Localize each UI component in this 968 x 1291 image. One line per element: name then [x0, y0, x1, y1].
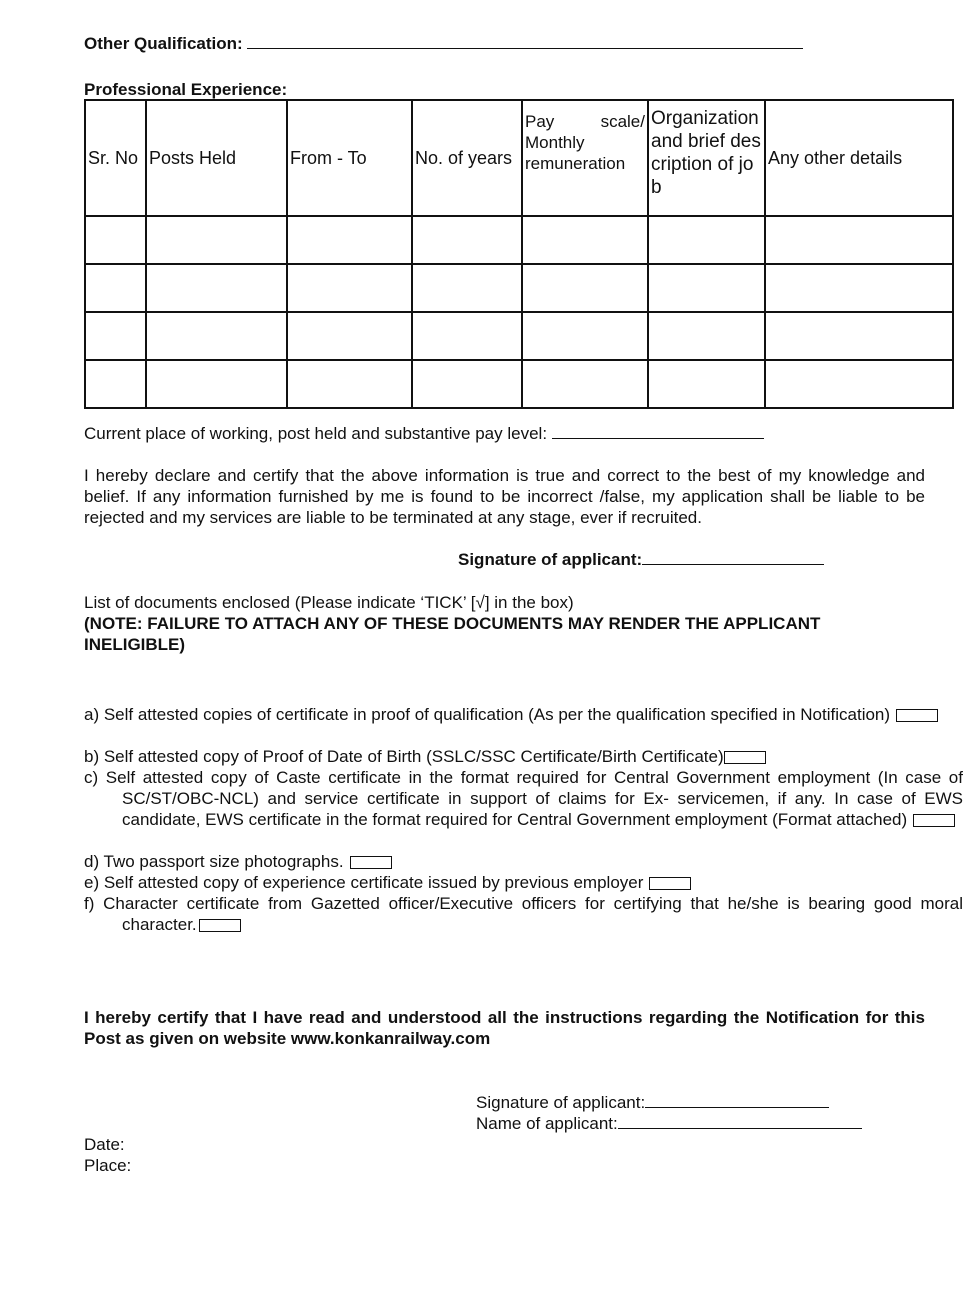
table-cell[interactable] — [765, 312, 953, 360]
name-label: Name of applicant: — [476, 1114, 618, 1133]
document-item-e: e) Self attested copy of experience certificate issued by previous employer — [84, 872, 925, 893]
table-row — [85, 264, 953, 312]
header-other-details: Any other details — [765, 100, 953, 216]
pay-scale-word-1: Pay — [525, 112, 555, 131]
header-posts-held: Posts Held — [146, 100, 287, 216]
pay-scale-word-2: scale/ — [600, 112, 645, 131]
table-cell[interactable] — [412, 264, 522, 312]
header-from-to: From - To — [287, 100, 412, 216]
signature-line-2 — [476, 1092, 829, 1113]
document-item-a: a) Self attested copies of certificate in proof of qualification (As per the qualification specified in Notification) — [84, 704, 963, 725]
table-cell[interactable] — [648, 360, 765, 408]
table-row — [85, 216, 953, 264]
signature-label: Signature of applicant: — [476, 1093, 646, 1112]
document-item-d: d) Two passport size photographs. — [84, 851, 925, 872]
table-cell[interactable] — [146, 360, 287, 408]
place-label: Place: — [84, 1156, 132, 1175]
table-cell[interactable] — [522, 312, 648, 360]
signature-field[interactable] — [642, 550, 824, 565]
experience-table — [84, 99, 954, 409]
table-cell[interactable] — [522, 216, 648, 264]
checkbox[interactable] — [350, 856, 392, 869]
table-cell[interactable] — [287, 312, 412, 360]
document-item-b: b) Self attested copy of Proof of Date of Birth (SSLC/SSC Certificate/Birth Certificate) — [84, 746, 925, 767]
table-cell[interactable] — [648, 264, 765, 312]
header-pay-scale — [522, 100, 648, 216]
name-line — [476, 1113, 862, 1134]
declaration-text: I hereby declare and certify that the above information is true and correct to the best of my knowledge and belief. If any information furnished by me is found to be incorrect /false, my application shall be liable to be rejected and my services are liable to be terminated at any stage, ever if recruited. — [84, 466, 925, 527]
checkbox[interactable] — [896, 709, 938, 722]
table-row — [85, 312, 953, 360]
current-place-field[interactable] — [552, 424, 764, 439]
table-cell[interactable] — [85, 360, 146, 408]
table-cell[interactable] — [412, 312, 522, 360]
header-years: No. of years — [412, 100, 522, 216]
table-cell[interactable] — [146, 264, 287, 312]
table-cell[interactable] — [412, 360, 522, 408]
current-place-label: Current place of working, post held and substantive pay level: — [84, 424, 548, 443]
document-item-c: c) Self attested copy of Caste certificate in the format required for Central Government employment (In case of SC/ST/OBC-NCL) and service certificate in support of claims for Ex- servicemen, if any. In case of EWS candidate, EWS certificate in the format required for Central Government employment (Format attached) — [84, 768, 963, 829]
signature-field[interactable] — [645, 1093, 829, 1108]
pay-scale-line-2: Monthly — [525, 133, 585, 152]
table-header-row — [85, 100, 953, 216]
header-sr-no: Sr. No — [85, 100, 146, 216]
documents-note: (NOTE: FAILURE TO ATTACH ANY OF THESE DOCUMENTS MAY RENDER THE APPLICANT INELIGIBLE) — [84, 614, 821, 654]
checkbox[interactable] — [724, 751, 766, 764]
table-cell[interactable] — [287, 216, 412, 264]
checkbox[interactable] — [649, 877, 691, 890]
table-row — [85, 360, 953, 408]
other-qualification-field[interactable] — [247, 34, 803, 49]
table-cell[interactable] — [146, 312, 287, 360]
table-cell[interactable] — [85, 216, 146, 264]
table-cell[interactable] — [287, 360, 412, 408]
other-qualification-label: Other Qualification: — [84, 34, 243, 53]
table-cell[interactable] — [412, 216, 522, 264]
signature-label: Signature of applicant: — [458, 550, 643, 569]
header-organization: Organization and brief description of job — [648, 100, 765, 216]
document-item-f: f) Character certificate from Gazetted officer/Executive officers for certifying that he/she is bearing good moral character. — [84, 894, 963, 934]
documents-intro: List of documents enclosed (Please indicate ‘TICK’ [√] in the box) — [84, 593, 574, 612]
table-cell[interactable] — [85, 264, 146, 312]
checkbox[interactable] — [199, 919, 241, 932]
table-cell[interactable] — [287, 264, 412, 312]
table-cell[interactable] — [648, 216, 765, 264]
table-cell[interactable] — [648, 312, 765, 360]
table-cell[interactable] — [765, 264, 953, 312]
table-cell[interactable] — [522, 360, 648, 408]
checkbox[interactable] — [913, 814, 955, 827]
table-cell[interactable] — [765, 216, 953, 264]
name-field[interactable] — [618, 1114, 862, 1129]
table-cell[interactable] — [146, 216, 287, 264]
table-cell[interactable] — [522, 264, 648, 312]
certify-text: I hereby certify that I have read and understood all the instructions regarding the Notification for this Post as given on website www.konkanrailway.com — [84, 1008, 925, 1048]
table-cell[interactable] — [85, 312, 146, 360]
other-qualification-line — [84, 33, 803, 54]
professional-experience-label: Professional Experience: — [84, 80, 288, 99]
signature-line-1 — [458, 549, 824, 570]
table-cell[interactable] — [765, 360, 953, 408]
pay-scale-line-3: remuneration — [525, 154, 626, 173]
current-place-line — [84, 423, 764, 444]
date-label: Date: — [84, 1135, 125, 1154]
